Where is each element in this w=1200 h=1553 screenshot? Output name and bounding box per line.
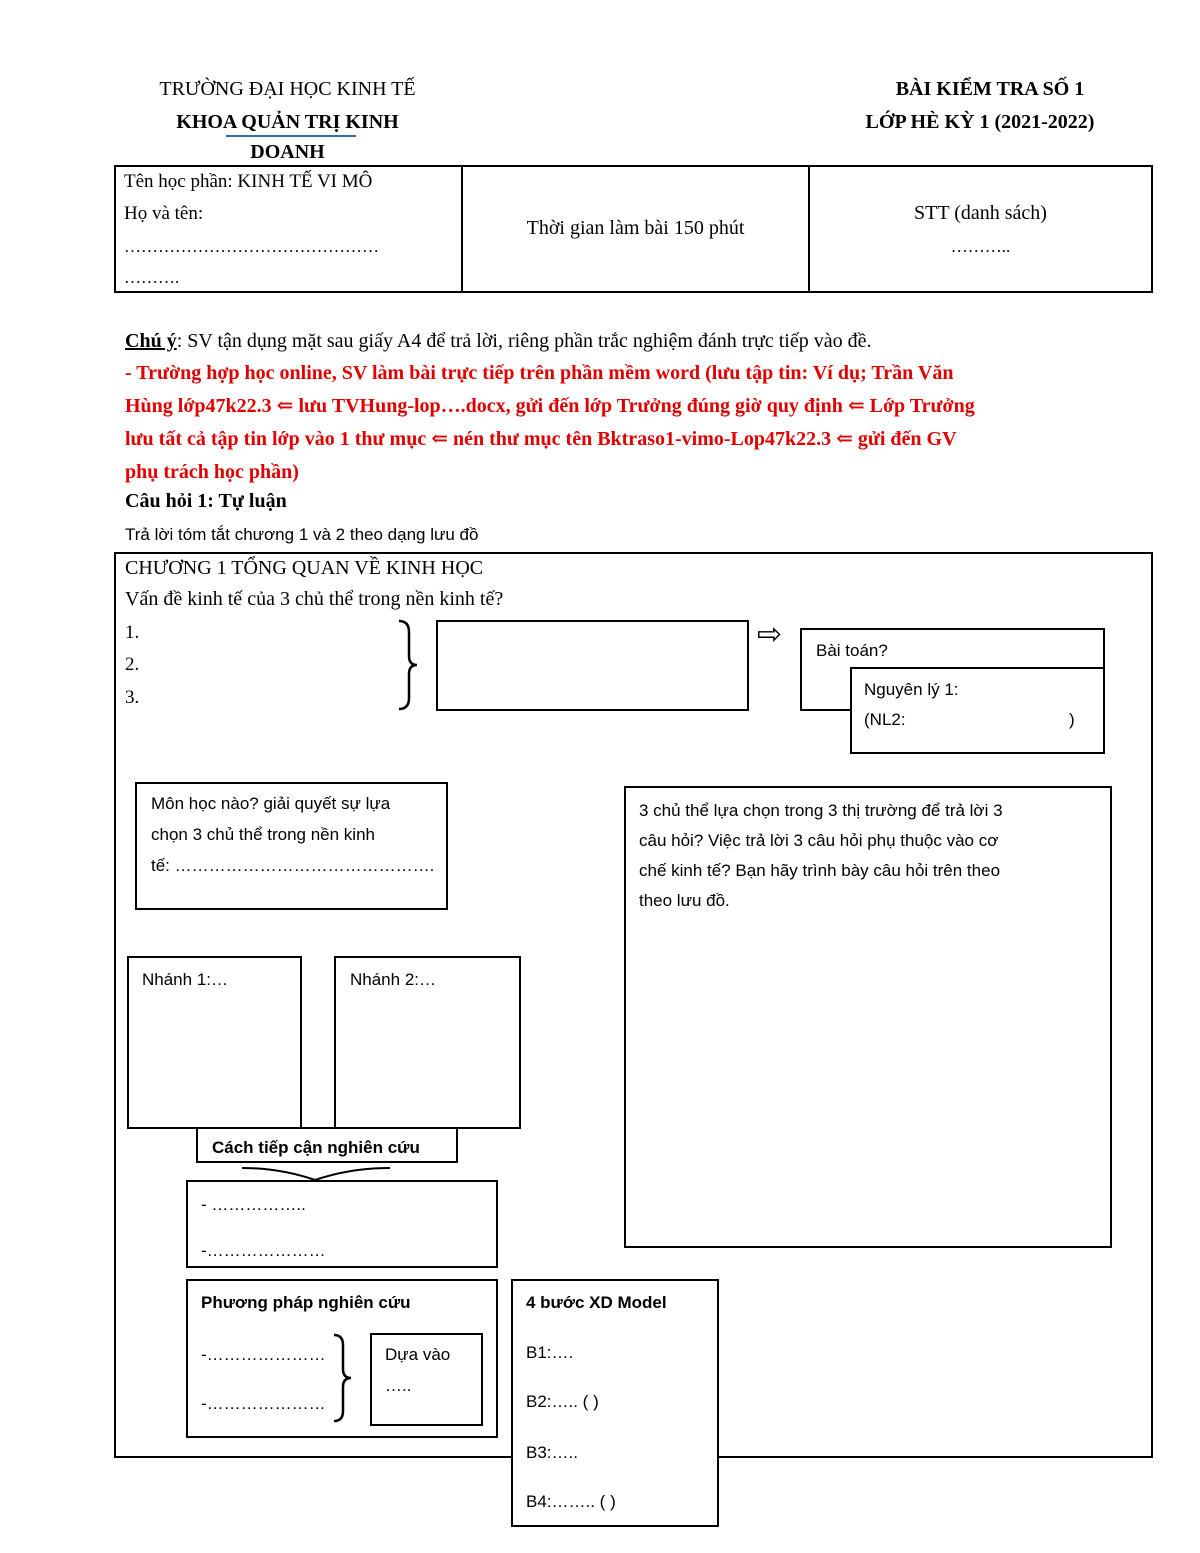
stt-dots[interactable]: ……….. bbox=[950, 237, 1011, 256]
list-item-1: 1. bbox=[125, 622, 140, 643]
faculty-name: KHOA QUẢN TRỊ KINH bbox=[176, 111, 399, 133]
model-title: 4 bước XD Model bbox=[526, 1293, 667, 1312]
market-line2: câu hỏi? Việc trả lời 3 câu hỏi phụ thuộc vào cơ bbox=[639, 831, 999, 850]
question-title: Câu hỏi 1: Tự luận bbox=[125, 490, 287, 512]
model-step3: B3:….. bbox=[526, 1443, 578, 1462]
info-table bbox=[114, 165, 1153, 293]
model-step2: B2:….. ( ) bbox=[526, 1392, 599, 1411]
info-cell-time bbox=[461, 167, 808, 291]
problem-label: Bài toán? bbox=[816, 641, 888, 660]
economic-problem-box[interactable] bbox=[436, 620, 749, 711]
principle2-close: ) bbox=[1069, 710, 1075, 729]
market-line3: chế kinh tế? Bạn hãy trình bày câu hỏi trên theo bbox=[639, 861, 1001, 880]
faculty-name-cont: DOANH bbox=[250, 141, 325, 163]
note-label: Chú ý bbox=[125, 330, 177, 352]
market-line1: 3 chủ thể lựa chọn trong 3 thị trường để trả lời 3 bbox=[639, 801, 1003, 820]
market-line4: theo lưu đồ. bbox=[639, 891, 730, 910]
approach-label: Cách tiếp cận nghiên cứu bbox=[212, 1138, 420, 1157]
right-arrow-icon: ⇨ bbox=[757, 617, 783, 652]
note-red-line3: lưu tất cả tập tin lớp vào 1 thư mục ⇐ nén thư mục tên Bktraso1-vimo-Lop47k22.3 ⇐ gửi đến GV bbox=[125, 428, 957, 450]
exam-class: LỚP HÈ KỲ 1 (2021-2022) bbox=[865, 111, 1095, 133]
name-dots-cont[interactable]: ………. bbox=[124, 268, 180, 287]
branch2-label: Nhánh 2:… bbox=[350, 970, 436, 989]
based-on-line2: ….. bbox=[385, 1376, 412, 1395]
question-instruction: Trả lời tóm tắt chương 1 và 2 theo dạng lưu đồ bbox=[125, 525, 479, 544]
info-cell-stt bbox=[808, 167, 1151, 291]
note-text: : SV tận dụng mặt sau giấy A4 để trả lời, riêng phần trắc nghiệm đánh trực tiếp vào đề. bbox=[176, 330, 872, 352]
approach-item2: -………………… bbox=[201, 1241, 326, 1260]
subject-line3: tế: ………………………………………. bbox=[151, 856, 435, 875]
note-red-line2: Hùng lớp47k22.3 ⇐ lưu TVHung-lop….docx, gửi đến lớp Trưởng đúng giờ quy định ⇐ Lớp Trưởng bbox=[125, 395, 975, 417]
model-step4: B4:…….. ( ) bbox=[526, 1492, 616, 1511]
method-title: Phương pháp nghiên cứu bbox=[201, 1293, 411, 1312]
note-red-line4: phụ trách học phần) bbox=[125, 461, 299, 483]
course-name: Tên học phần: KINH TẾ VI MÔ bbox=[124, 171, 373, 192]
university-name: TRƯỜNG ĐẠI HỌC KINH TẾ bbox=[159, 78, 416, 100]
based-on-line1: Dựa vào bbox=[385, 1345, 451, 1364]
principle2-label: (NL2: bbox=[864, 710, 906, 729]
subject-line1: Môn học nào? giải quyết sự lựa bbox=[151, 794, 391, 813]
approach-item1: - …………….. bbox=[201, 1195, 306, 1214]
info-cell-student bbox=[116, 167, 461, 291]
curly-brace-icon bbox=[395, 618, 425, 712]
market-box[interactable] bbox=[624, 786, 1112, 1248]
name-label: Họ và tên: bbox=[124, 203, 204, 224]
principle1-label: Nguyên lý 1: bbox=[864, 680, 959, 699]
chapter-title: CHƯƠNG 1 TỔNG QUAN VỀ KINH HỌC bbox=[125, 557, 484, 579]
note-line bbox=[125, 325, 871, 358]
subject-line2: chọn 3 chủ thể trong nền kinh bbox=[151, 825, 375, 844]
stt-label: STT (danh sách) bbox=[914, 202, 1047, 224]
list-item-3: 3. bbox=[125, 687, 140, 708]
time-limit: Thời gian làm bài 150 phút bbox=[526, 217, 745, 239]
curly-brace-icon bbox=[330, 1332, 358, 1424]
exam-title: BÀI KIỂM TRA SỐ 1 bbox=[895, 78, 1085, 100]
method-item2: -………………… bbox=[201, 1394, 326, 1413]
chapter-question: Vấn đề kinh tế của 3 chủ thể trong nền kinh tế? bbox=[125, 588, 504, 610]
branch1-label: Nhánh 1:… bbox=[142, 970, 228, 989]
name-dots[interactable]: ……………………………………… bbox=[124, 237, 379, 256]
list-item-2: 2. bbox=[125, 654, 140, 675]
note-red-line1: - Trường hợp học online, SV làm bài trực tiếp trên phần mềm word (lưu tập tin: Ví dụ; Trần Văn bbox=[125, 362, 954, 384]
faculty-underline bbox=[226, 135, 356, 137]
model-step1: B1:…. bbox=[526, 1343, 574, 1362]
method-item1: -………………… bbox=[201, 1345, 326, 1364]
